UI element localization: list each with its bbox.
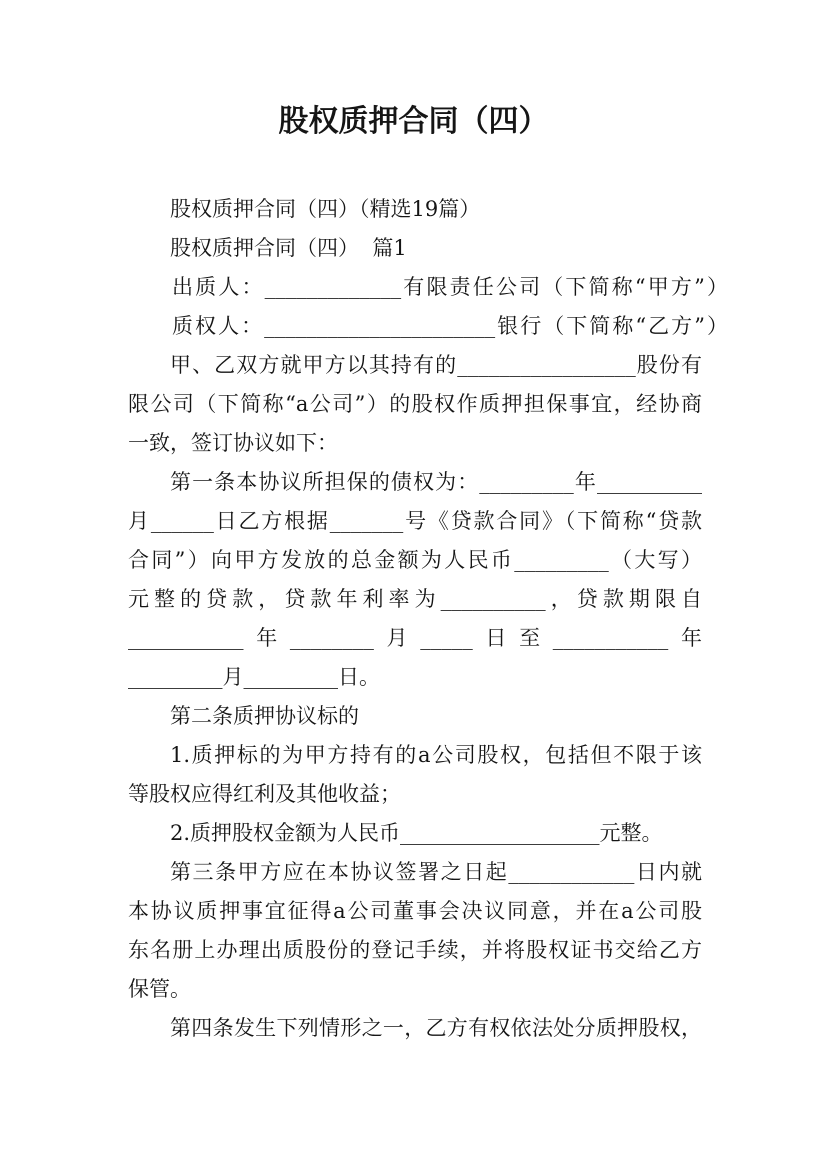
clause-1-line: 元整的贷款，贷款年利率为__________，贷款期限自 <box>128 587 702 611</box>
clause-4-line: 第四条发生下列情形之一，乙方有权依法处分质押股权， <box>170 1016 702 1040</box>
clause-3-line: 第三条甲方应在本协议签署之日起____________日内就 <box>170 860 702 884</box>
clause-1-line: 合同”）向甲方发放的总金额为人民币_________（大写） <box>128 548 702 572</box>
preamble-line: 甲、乙双方就甲方以其持有的_________________股份有 <box>170 353 702 377</box>
article-heading-line: 股权质押合同（四） 篇1 <box>170 236 407 260</box>
preamble-line: 限公司（下简称“a公司”）的股权作质押担保事宜，经协商 <box>128 392 702 416</box>
clause-2-item-2-line: 2.质押股权金额为人民币___________________元整。 <box>170 821 663 845</box>
clause-2-item-1-line: 1.质押标的为甲方持有的a公司股权，包括但不限于该 <box>170 743 702 767</box>
document-title: 股权质押合同（四） <box>278 104 549 139</box>
preamble-line: 一致，签订协议如下： <box>128 431 338 455</box>
pledgor-line: 出质人：_____________有限责任公司（下简称“甲方”） <box>172 275 728 299</box>
clause-3-line: 本协议质押事宜征得a公司董事会决议同意，并在a公司股 <box>128 899 702 923</box>
clause-3-line: 东名册上办理出质股份的登记手续，并将股权证书交给乙方 <box>128 938 702 962</box>
document-summary-line: 股权质押合同（四）（精选19篇） <box>170 197 481 221</box>
clause-1-line: 第一条本协议所担保的债权为：_________年__________ <box>170 470 702 494</box>
clause-2-item-1-line: 等股权应得红利及其他收益； <box>128 782 401 806</box>
clause-3-line: 保管。 <box>128 977 191 1001</box>
clause-2-heading: 第二条质押协议标的 <box>170 704 359 728</box>
clause-1-line: _________月_________日。 <box>128 665 380 689</box>
clause-1-line: 月______日乙方根据_______号《贷款合同》（下简称“贷款 <box>128 509 702 533</box>
pledgee-line: 质权人：______________________银行（下简称“乙方”） <box>172 314 728 338</box>
document-body <box>128 190 728 1048</box>
clause-1-line: ___________年________月_____日至___________年 <box>128 626 702 650</box>
